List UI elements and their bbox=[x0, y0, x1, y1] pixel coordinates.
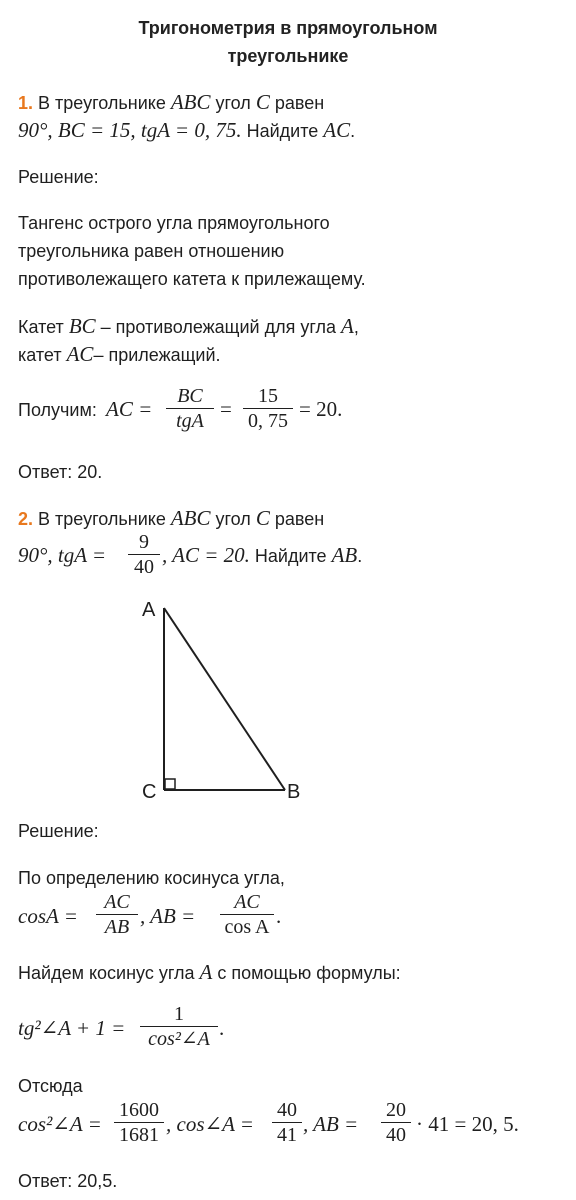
problem-1-result-lhs: AC = bbox=[106, 397, 153, 421]
problem-2-fraction-9-40: $\frac{9}{40}$ bbox=[128, 530, 160, 579]
problem-1-explanation-line2: треугольника равен отношению bbox=[18, 241, 285, 261]
problem-2-cos-lhs: cosA = bbox=[18, 904, 78, 928]
problem-2-fraction-ac-ab: $\frac{AC}{AB}$ bbox=[96, 890, 138, 939]
problem-1-statement-line1: 1. В треугольнике ABC угол C равен bbox=[18, 90, 325, 114]
problem-1-result-rhs: = 20. bbox=[299, 397, 343, 421]
page-title-line1: Тригонометрия в прямоугольном bbox=[138, 18, 438, 38]
problem-1-number: 1. bbox=[18, 93, 34, 113]
problem-2-fraction-1600-1681: $\frac{1600}{1681}$ bbox=[114, 1098, 164, 1147]
problem-2-hence: Отсюда bbox=[18, 1076, 83, 1096]
problem-2-find-cos: Найдем косинус угла A с помощью формулы: bbox=[18, 960, 401, 984]
problem-1-statement-line2: 90°, BC = 15, tgA = 0, 75. Найдите AC. bbox=[18, 118, 356, 142]
problem-2-result-end: · 41 = 20, 5. bbox=[416, 1112, 519, 1136]
problem-2-answer: Ответ: 20,5. bbox=[18, 1171, 118, 1191]
problem-2-fraction-1-cos2: $\frac{1}{\text{cos²∠A}}$ bbox=[140, 1002, 218, 1051]
problem-2-statement-line1: 2. В треугольнике ABC угол C равен bbox=[18, 506, 325, 530]
problem-2-result-mid2: , AB = bbox=[303, 1112, 359, 1136]
problem-1-fraction-bc-tga: BC tgA bbox=[166, 384, 214, 433]
problem-2-given-rest: , AC = 20. Найдите AB. bbox=[162, 543, 363, 567]
problem-2-fraction-40-41: $\frac{40}{41}$ bbox=[272, 1098, 302, 1147]
problem-1-answer: Ответ: 20. bbox=[18, 462, 103, 482]
problem-2-formula-dot: . bbox=[219, 1016, 225, 1040]
problem-1-fraction-15-075: $\frac{15}{0, 75}$ bbox=[243, 384, 293, 433]
side-ab bbox=[164, 608, 285, 790]
page-title bbox=[0, 14, 576, 70]
problem-1-given: 90°, BC = 15, tgA = 0, 75. bbox=[18, 118, 242, 142]
problem-1-cathetus-line1: Катет BC – противолежащий для угла A, bbox=[18, 314, 359, 338]
triangle-figure bbox=[130, 590, 320, 810]
problem-2-fraction-20-40: $\frac{20}{40}$ bbox=[381, 1098, 411, 1147]
problem-1-result-label: Получим: bbox=[18, 400, 97, 420]
problem-2-result-mid1: , cos∠A = bbox=[166, 1112, 254, 1136]
problem-1-equals: = bbox=[220, 397, 232, 421]
vertex-c-label: C bbox=[142, 781, 157, 803]
problem-2-definition: По определению косинуса угла, bbox=[18, 868, 285, 888]
problem-2-cos-mid: , AB = bbox=[140, 904, 196, 928]
right-angle-mark bbox=[165, 779, 175, 789]
vertex-a-label: A bbox=[142, 599, 156, 621]
vertex-b-label: B bbox=[287, 781, 301, 803]
page-title-line2: треугольнике bbox=[227, 46, 349, 66]
problem-2-given-lhs: 90°, tgA = bbox=[18, 543, 107, 567]
problem-2-number: 2. bbox=[18, 509, 34, 529]
problem-1-explanation-line3: противолежащего катета к прилежащему. bbox=[18, 269, 366, 289]
problem-1-cathetus-line2: катет AC– прилежащий. bbox=[18, 342, 221, 366]
problem-1-solution-label: Решение: bbox=[18, 167, 99, 187]
problem-2-result-lhs: cos²∠A = bbox=[18, 1112, 102, 1136]
problem-1-explanation-line1: Тангенс острого угла прямоугольного bbox=[18, 213, 330, 233]
problem-2-formula-lhs: tg²∠A + 1 = bbox=[18, 1016, 126, 1040]
problem-2-fraction-ac-cosa: $\frac{AC}{\text{cos A}}$ bbox=[220, 890, 274, 939]
problem-2-cos-dot: . bbox=[276, 904, 282, 928]
problem-2-solution-label: Решение: bbox=[18, 821, 99, 841]
